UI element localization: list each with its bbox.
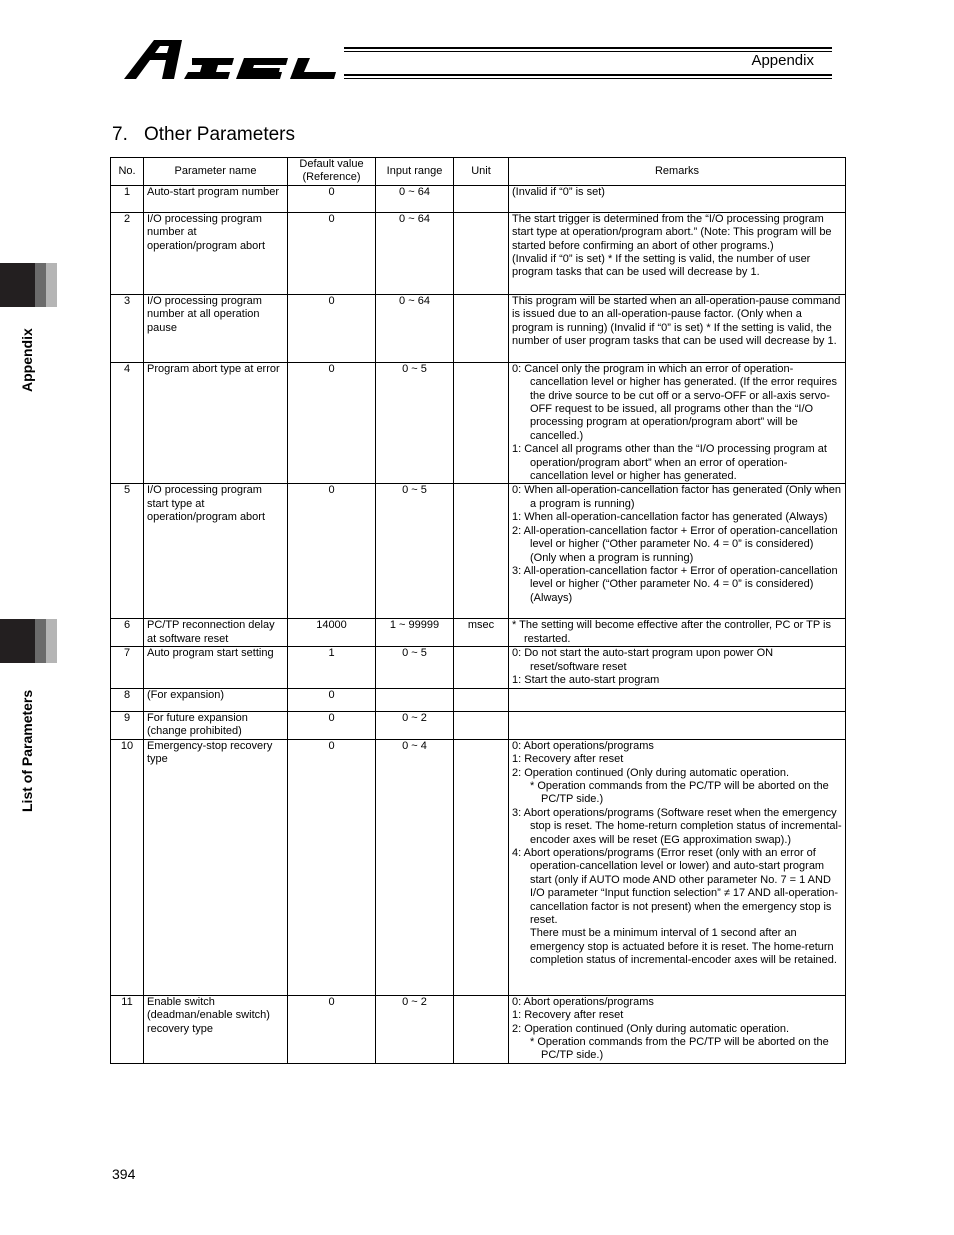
cell-default-value: 0 [288,739,376,995]
cell-input-range: 0 ~ 4 [376,739,454,995]
cell-parameter-name: PC/TP reconnection delay at software reset [144,619,288,647]
parameters-table [110,157,846,1064]
cell-input-range: 0 ~ 64 [376,185,454,212]
side-tab-appendix-label: Appendix [19,328,35,392]
cell-parameter-name: Auto program start setting [144,647,288,688]
cell-unit [454,362,509,484]
cell-default-value: 0 [288,185,376,212]
table-row [111,995,846,1063]
cell-unit [454,212,509,294]
remark-line: * The setting will become effective after the controller, PC or TP is restarted. [512,619,831,645]
remark-line: (Invalid if “0” is set) * If the setting is valid, the number of user program tasks that can be used will decrease by 1. [512,253,811,279]
cell-parameter-name: (For expansion) [144,688,288,711]
cell-input-range: 0 ~ 5 [376,647,454,688]
cell-no: 8 [111,688,144,711]
cell-input-range: 1 ~ 99999 [376,619,454,647]
table-row [111,688,846,711]
table-row [111,739,846,995]
cell-no: 10 [111,739,144,995]
cell-default-value: 0 [288,294,376,362]
header-input-range: Input range [376,158,454,186]
remark-line: * Operation commands from the PC/TP will be aborted on the PC/TP side.) [530,779,829,806]
header-unit: Unit [454,158,509,186]
cell-no: 5 [111,484,144,619]
cell-no: 4 [111,362,144,484]
cell-input-range: 0 ~ 64 [376,212,454,294]
cell-unit [454,739,509,995]
side-tab-parameters [0,619,57,663]
cell-remarks [509,294,846,362]
cell-input-range [376,688,454,711]
remark-line: 0: Cancel only the program in which an error of operation-cancellation level or higher has generated. (If the error requires the drive source to be cut off or a servo-OFF or all-axis servo-OFF request to be issued, all programs other than the “I/O processing program at operation/program abort” will be cancelled.) [512,362,837,442]
cell-remarks [509,647,846,688]
cell-remarks [509,484,846,619]
cell-input-range: 0 ~ 2 [376,711,454,739]
cell-remarks [509,711,846,739]
cell-default-value: 1 [288,647,376,688]
table-row [111,362,846,484]
cell-default-value: 0 [288,688,376,711]
table-row [111,711,846,739]
cell-remarks [509,619,846,647]
remark-line: 0: Do not start the auto-start program upon power ON reset/software reset [512,647,774,673]
cell-unit: msec [454,619,509,647]
cell-remarks [509,688,846,711]
section-number: 7. [112,124,128,145]
remark-line: 2: All-operation-cancellation factor + Error of operation-cancellation level or higher (“Other parameter No. 4 = 0” is considered) (Only when a program is running) [512,524,838,564]
remark-line: 0: Abort operations/programs [512,995,654,1008]
cell-input-range: 0 ~ 64 [376,294,454,362]
table-row [111,647,846,688]
cell-remarks [509,362,846,484]
cell-default-value: 0 [288,711,376,739]
table-row [111,294,846,362]
cell-input-range: 0 ~ 5 [376,484,454,619]
remark-line: 1: Recovery after reset [512,753,624,766]
table-header-row [111,158,846,186]
cell-default-value: 0 [288,995,376,1063]
header-parameter-name: Parameter name [144,158,288,186]
cell-parameter-name: I/O processing program number at operation/program abort [144,212,288,294]
cell-no: 1 [111,185,144,212]
cell-parameter-name: For future expansion (change prohibited) [144,711,288,739]
remark-line: The start trigger is determined from the “I/O processing program start type at operation/program abort.” (Note: This program will be started before confirming an abort of other programs.) [512,212,832,252]
cell-unit [454,688,509,711]
cell-parameter-name: Auto-start program number [144,185,288,212]
header-remarks: Remarks [509,158,846,186]
cell-default-value: 14000 [288,619,376,647]
header-default-value: Default value (Reference) [288,158,376,186]
remark-line: 4: Abort operations/programs (Error reset (only with an error of operation-cancellation level or lower) and auto-start program start (only if AUTO mode AND other parameter No. 7 = 1 AND I/O parameter “Input function selection” ≠ 17 AND all-operation-cancellation factor is not present) when the emergency stop is reset. [512,846,839,926]
remark-line: 3: Abort operations/programs (Software reset when the emergency stop is reset. The home-return completion status of incremental-encoder axes will be reset (EG approximation swap).) [512,806,842,846]
cell-remarks [509,995,846,1063]
cell-parameter-name: I/O processing program number at all operation pause [144,294,288,362]
cell-no: 11 [111,995,144,1063]
cell-no: 7 [111,647,144,688]
cell-unit [454,185,509,212]
remark-line: 0: Abort operations/programs [512,739,654,752]
side-tab-parameters-label: List of Parameters [19,689,35,812]
remark-line: 0: When all-operation-cancellation factor has generated (Only when a program is running) [512,484,841,510]
cell-no: 9 [111,711,144,739]
cell-input-range: 0 ~ 2 [376,995,454,1063]
cell-remarks [509,212,846,294]
cell-parameter-name: I/O processing program start type at operation/program abort [144,484,288,619]
remark-line: 2: Operation continued (Only during automatic operation. [512,766,789,779]
cell-default-value: 0 [288,484,376,619]
remark-line: 1: Start the auto-start program [512,674,660,687]
cell-remarks [509,185,846,212]
table-row [111,212,846,294]
asel-logo [122,36,344,82]
remark-line: 1: Recovery after reset [512,1009,624,1022]
cell-parameter-name: Emergency-stop recovery type [144,739,288,995]
cell-default-value: 0 [288,212,376,294]
cell-default-value: 0 [288,362,376,484]
table-row [111,185,846,212]
cell-unit [454,711,509,739]
remark-line: This program will be started when an all-operation-pause command is issued due to an all-operation-pause factor. (Only when a program is running) (Invalid if “0” is set) * If the setting is valid, the number of user program tasks that can be used will decrease by 1. [512,294,841,348]
table-row [111,619,846,647]
remark-line: * Operation commands from the PC/TP will be aborted on the PC/TP side.) [530,1035,829,1062]
side-tab-appendix [0,263,57,307]
cell-remarks [509,739,846,995]
remark-line: There must be a minimum interval of 1 second after an emergency stop is actuated before it is reset. The home-return completion status of incremental-encoder axes will be retained. [530,927,837,967]
header-no: No. [111,158,144,186]
remark-line: 3: All-operation-cancellation factor + Error of operation-cancellation level or higher (“Other parameter No. 4 = 0” is considered) (Always) [512,564,838,604]
remark-line: 2: Operation continued (Only during automatic operation. [512,1022,789,1035]
cell-parameter-name: Enable switch (deadman/enable switch) recovery type [144,995,288,1063]
page-number: 394 [112,1166,136,1182]
cell-unit [454,647,509,688]
header-section-label: Appendix [751,52,814,69]
cell-unit [454,995,509,1063]
cell-no: 6 [111,619,144,647]
remark-line: (Invalid if “0” is set) [512,185,605,198]
cell-unit [454,294,509,362]
section-title [112,124,295,146]
cell-no: 3 [111,294,144,362]
remark-line: 1: When all-operation-cancellation factor has generated (Always) [512,511,828,524]
section-title-text: Other Parameters [144,124,295,145]
cell-input-range: 0 ~ 5 [376,362,454,484]
remark-line: 1: Cancel all programs other than the “I/O processing program at operation/program abort” when an error of operation-cancellation level or higher has generated. [512,443,827,483]
table-row [111,484,846,619]
cell-parameter-name: Program abort type at error [144,362,288,484]
cell-no: 2 [111,212,144,294]
cell-unit [454,484,509,619]
